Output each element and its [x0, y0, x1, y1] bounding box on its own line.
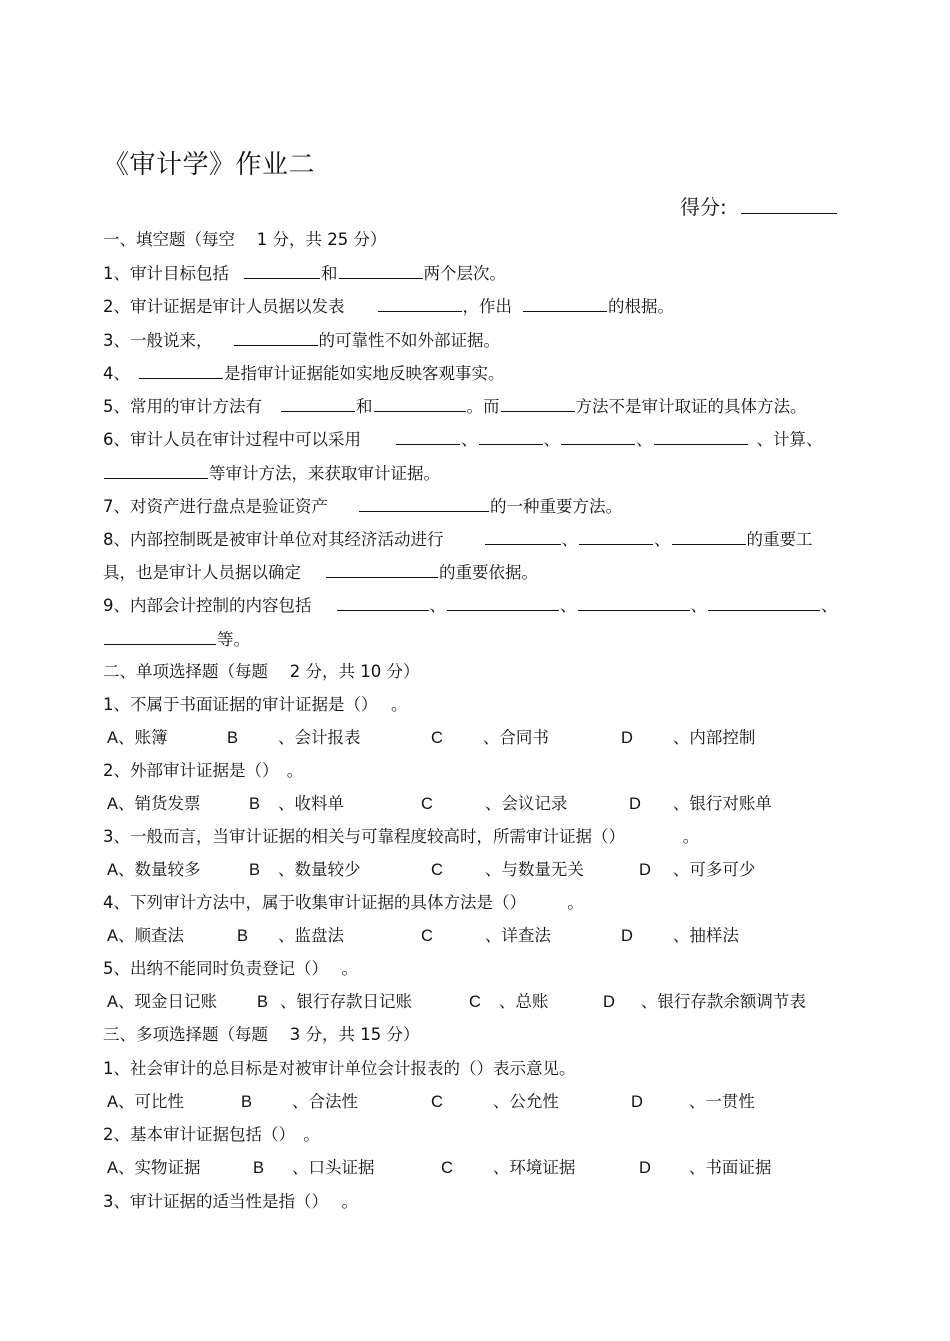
- s3-q3-stem: 3、审计证据的适当性是指（） 。: [103, 1192, 358, 1211]
- option-c[interactable]: C 、详查法: [421, 926, 551, 945]
- answer-blank: [104, 462, 208, 479]
- score-blank: [741, 193, 837, 214]
- option-d[interactable]: D 、内部控制: [621, 728, 756, 747]
- answer-blank: [244, 262, 320, 279]
- answer-blank: [281, 395, 355, 412]
- option-c[interactable]: C 、公允性: [431, 1092, 559, 1111]
- option-b[interactable]: B 、监盘法: [237, 926, 345, 945]
- option-b[interactable]: B 、数量较少: [249, 860, 361, 879]
- answer-blank: [104, 628, 216, 645]
- s3-q1-options: [107, 1091, 867, 1113]
- s1-q9-cont: 等。: [103, 628, 250, 651]
- answer-blank: [654, 428, 748, 445]
- option-c[interactable]: C 、合同书: [431, 728, 549, 747]
- s1-q7: 7、对资产进行盘点是验证资产 的一种重要方法。: [103, 497, 622, 516]
- option-a[interactable]: A、数量较多: [107, 860, 201, 879]
- s1-q2: 2、审计证据是审计人员据以发表 ，作出 的根据。: [103, 297, 674, 316]
- option-a[interactable]: A、实物证据: [107, 1158, 201, 1177]
- option-c[interactable]: C 、会议记录: [421, 794, 568, 813]
- answer-blank: [326, 561, 438, 578]
- s2-q1-options: [107, 727, 867, 749]
- option-d[interactable]: D 、抽样法: [621, 926, 739, 945]
- s2-q1-stem: 1、不属于书面证据的审计证据是（） 。: [103, 695, 408, 714]
- option-a[interactable]: A、可比性: [107, 1092, 185, 1111]
- answer-blank: [578, 594, 690, 611]
- s1-q8: 8、内部控制既是被审计单位对其经济活动进行 、 、 的重要工: [103, 530, 813, 549]
- answer-blank: [396, 428, 460, 445]
- option-b[interactable]: B 、会计报表: [227, 728, 361, 747]
- option-c[interactable]: C 、与数量无关: [431, 860, 584, 879]
- s1-q8-cont: 具，也是审计人员据以确定 的重要依据。: [103, 563, 538, 582]
- s1-q5: 5、常用的审计方法有 和 。而 方法不是审计取证的具体方法。: [103, 397, 807, 416]
- s2-q2-stem: 2、外部审计证据是（） 。: [103, 761, 304, 780]
- s2-q3-stem: 3、一般而言，当审计证据的相关与可靠程度较高时，所需审计证据（） 。: [103, 827, 700, 846]
- option-c[interactable]: C 、环境证据: [441, 1158, 576, 1177]
- page-title: 《审计学》作业二: [103, 150, 316, 180]
- option-b[interactable]: B 、收料单: [249, 794, 345, 813]
- answer-blank: [447, 594, 559, 611]
- option-a[interactable]: A、销货发票: [107, 794, 201, 813]
- s2-q4-options: [107, 925, 867, 947]
- s1-q6-cont: 等审计方法，来获取审计证据。: [103, 462, 440, 485]
- option-d[interactable]: D 、书面证据: [639, 1158, 772, 1177]
- section-2-header: 二、单项选择题（每题 2 分，共 10 分）: [103, 662, 420, 681]
- option-d[interactable]: D 、一贯性: [631, 1092, 755, 1111]
- option-b[interactable]: B 、银行存款日记账: [257, 992, 413, 1011]
- option-a[interactable]: A、现金日记账: [107, 992, 218, 1011]
- answer-blank: [479, 428, 543, 445]
- answer-blank: [672, 528, 746, 545]
- answer-blank: [501, 395, 575, 412]
- option-a[interactable]: A、账簿: [107, 728, 168, 747]
- option-b[interactable]: B 、口头证据: [253, 1158, 375, 1177]
- score-label-text: 得分:: [680, 195, 727, 219]
- s2-q4-stem: 4、下列审计方法中，属于收集审计证据的具体方法是（） 。: [103, 893, 584, 912]
- s2-q5-options: [107, 991, 867, 1013]
- option-c[interactable]: C 、总账: [469, 992, 549, 1011]
- answer-blank: [523, 295, 607, 312]
- section-3-header: 三、多项选择题（每题 3 分，共 15 分）: [103, 1025, 420, 1044]
- s3-q2-stem: 2、基本审计证据包括（） 。: [103, 1125, 320, 1144]
- s2-q2-options: [107, 793, 867, 815]
- option-a[interactable]: A、顺查法: [107, 926, 185, 945]
- answer-blank: [708, 594, 820, 611]
- answer-blank: [234, 329, 318, 346]
- option-b[interactable]: B 、合法性: [241, 1092, 359, 1111]
- s3-q1-stem: 1、社会审计的总目标是对被审计单位会计报表的（）表示意见。: [103, 1059, 576, 1078]
- answer-blank: [579, 528, 653, 545]
- option-d[interactable]: D 、可多可少: [639, 860, 756, 879]
- s1-q4: 4、 是指审计证据能如实地反映客观事实。: [103, 364, 505, 383]
- answer-blank: [378, 295, 462, 312]
- option-d[interactable]: D 、银行存款余额调节表: [603, 992, 806, 1011]
- answer-blank: [485, 528, 561, 545]
- s1-q9: 9、内部会计控制的内容包括 、 、 、 、: [103, 596, 838, 615]
- answer-blank: [561, 428, 635, 445]
- s1-q6: 6、审计人员在审计过程中可以采用 、 、 、 、计算、: [103, 430, 823, 449]
- option-d[interactable]: D 、银行对账单: [629, 794, 772, 813]
- s2-q5-stem: 5、出纳不能同时负责登记（） 。: [103, 959, 358, 978]
- s3-q2-options: [107, 1157, 867, 1179]
- section-1-header: 一、填空题（每空 1 分，共 25 分）: [103, 230, 387, 249]
- answer-blank: [359, 495, 489, 512]
- answer-blank: [337, 594, 429, 611]
- answer-blank: [374, 395, 466, 412]
- answer-blank: [139, 362, 223, 379]
- score-label: [680, 191, 837, 220]
- answer-blank: [339, 262, 423, 279]
- s1-q3: 3、一般说来， 的可靠性不如外部证据。: [103, 331, 500, 350]
- s2-q3-options: [107, 859, 867, 881]
- s1-q1: 1、审计目标包括 和 两个层次。: [103, 264, 506, 283]
